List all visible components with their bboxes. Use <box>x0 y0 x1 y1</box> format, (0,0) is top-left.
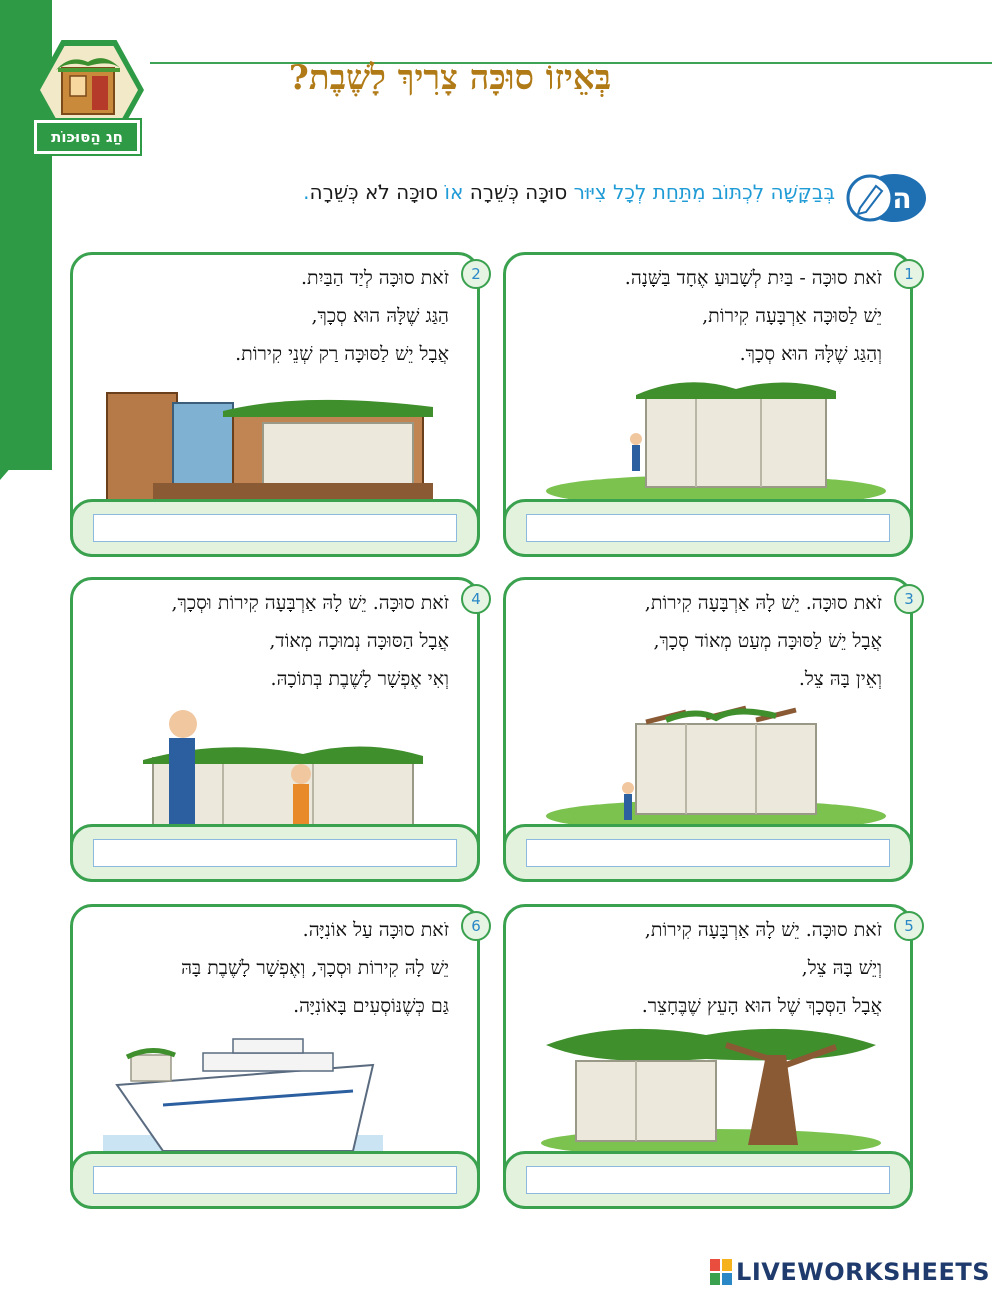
answer-input[interactable] <box>526 514 890 542</box>
exercise-card-1 <box>503 252 913 557</box>
left-green-band-corner <box>0 420 52 480</box>
sukkah-illustration <box>103 698 453 828</box>
instruction-text: בְּבַקָּשָׁה לִכְתּוֹב מִתַּחַת לְכָל צִיּוּר סוּכָּה כְּשֵׁרָה אוֹ סוּכָּה לֹא כְּשֵׁרָה. <box>303 180 835 204</box>
card-number: 5 <box>894 911 924 941</box>
exercise-card-6 <box>70 904 480 1209</box>
card-number: 4 <box>461 584 491 614</box>
card-text: זֹאת סוּכָּה. יֵשׁ לָהּ אַרְבָּעָה קִירוֹת, וְיֵשׁ בָּהּ צֵל, אֲבָל הַסְּכָךְ שֶׁל הוּא הָעֵץ שֶׁבֶּחָצֵר. <box>641 919 882 1017</box>
answer-area <box>503 499 913 557</box>
answer-input[interactable] <box>526 839 890 867</box>
answer-input[interactable] <box>526 1166 890 1194</box>
card-text: זֹאת סוּכָּה עַל אוֹנִיָּה. יֵשׁ לָהּ קִירוֹת וּסְכָךְ, וְאֶפְשָׁר לָשֶׁבֶת בָּהּ גַּם כְּשֶׁנּוֹסְעִים בָּאוֹנִיָּה. <box>181 919 449 1017</box>
card-text: זֹאת סוּכָּה. יֵשׁ לָהּ אַרְבָּעָה קִירוֹת, אֲבָל יֵשׁ לַסּוּכָּה מְעַט מְאוֹד סְכָךְ, וְאֵין בָּהּ צֵל. <box>644 592 882 690</box>
sukkah-illustration <box>536 698 886 828</box>
pencil-instruction-icon <box>840 172 928 224</box>
card-number: 2 <box>461 259 491 289</box>
answer-input[interactable] <box>93 1166 457 1194</box>
page-title: בְּאֵיזוֹ סוּכָּה צָרִיךְ לָשֶׁבֶת? <box>288 58 612 98</box>
exercise-card-2 <box>70 252 480 557</box>
exercise-card-3 <box>503 577 913 882</box>
card-number: 1 <box>894 259 924 289</box>
ship-sukkah-illustration <box>103 1025 453 1155</box>
card-number: 6 <box>461 911 491 941</box>
svg-text:ה: ה <box>892 182 912 215</box>
answer-area <box>503 1151 913 1209</box>
answer-area <box>70 824 480 882</box>
answer-area <box>70 1151 480 1209</box>
exercise-card-4 <box>70 577 480 882</box>
card-text: זֹאת סוּכָּה לְיַד הַבַּיִת. הַגַּג שֶׁלָּהּ הוּא סְכָךְ, אֲבָל יֵשׁ לַסּוּכָּה רַק שְׁנֵי קִירוֹת. <box>235 267 449 365</box>
answer-area <box>70 499 480 557</box>
logo-blocks-icon <box>710 1259 732 1285</box>
card-text: זֹאת סוּכָּה. יֵשׁ לָהּ אַרְבָּעָה קִירוֹת וּסְכָךְ, אֲבָל הַסּוּכָּה נְמוּכָה מְאוֹד, וְאִי אֶפְשָׁר לָשֶׁבֶת בְּתוֹכָהּ. <box>171 592 449 690</box>
liveworksheets-logo: LIVEWORKSHEETS <box>710 1258 990 1286</box>
sukkah-illustration <box>103 373 453 503</box>
sukkah-illustration <box>536 373 886 503</box>
holiday-badge <box>30 40 148 158</box>
exercise-card-5 <box>503 904 913 1209</box>
sukkah-illustration <box>536 1025 886 1155</box>
holiday-badge-label: חַג הַסּוּכּוֹת <box>34 120 140 154</box>
card-number: 3 <box>894 584 924 614</box>
answer-input[interactable] <box>93 839 457 867</box>
card-text: זֹאת סוּכָּה - בַּיִת לְשָׁבוּעַ אֶחָד בַּשָּׁנָה. יֵשׁ לַסּוּכָּה אַרְבָּעָה קִירוֹת, וְהַגַּג שֶׁלָּהּ הוּא סְכָךְ. <box>624 267 882 365</box>
answer-input[interactable] <box>93 514 457 542</box>
answer-area <box>503 824 913 882</box>
